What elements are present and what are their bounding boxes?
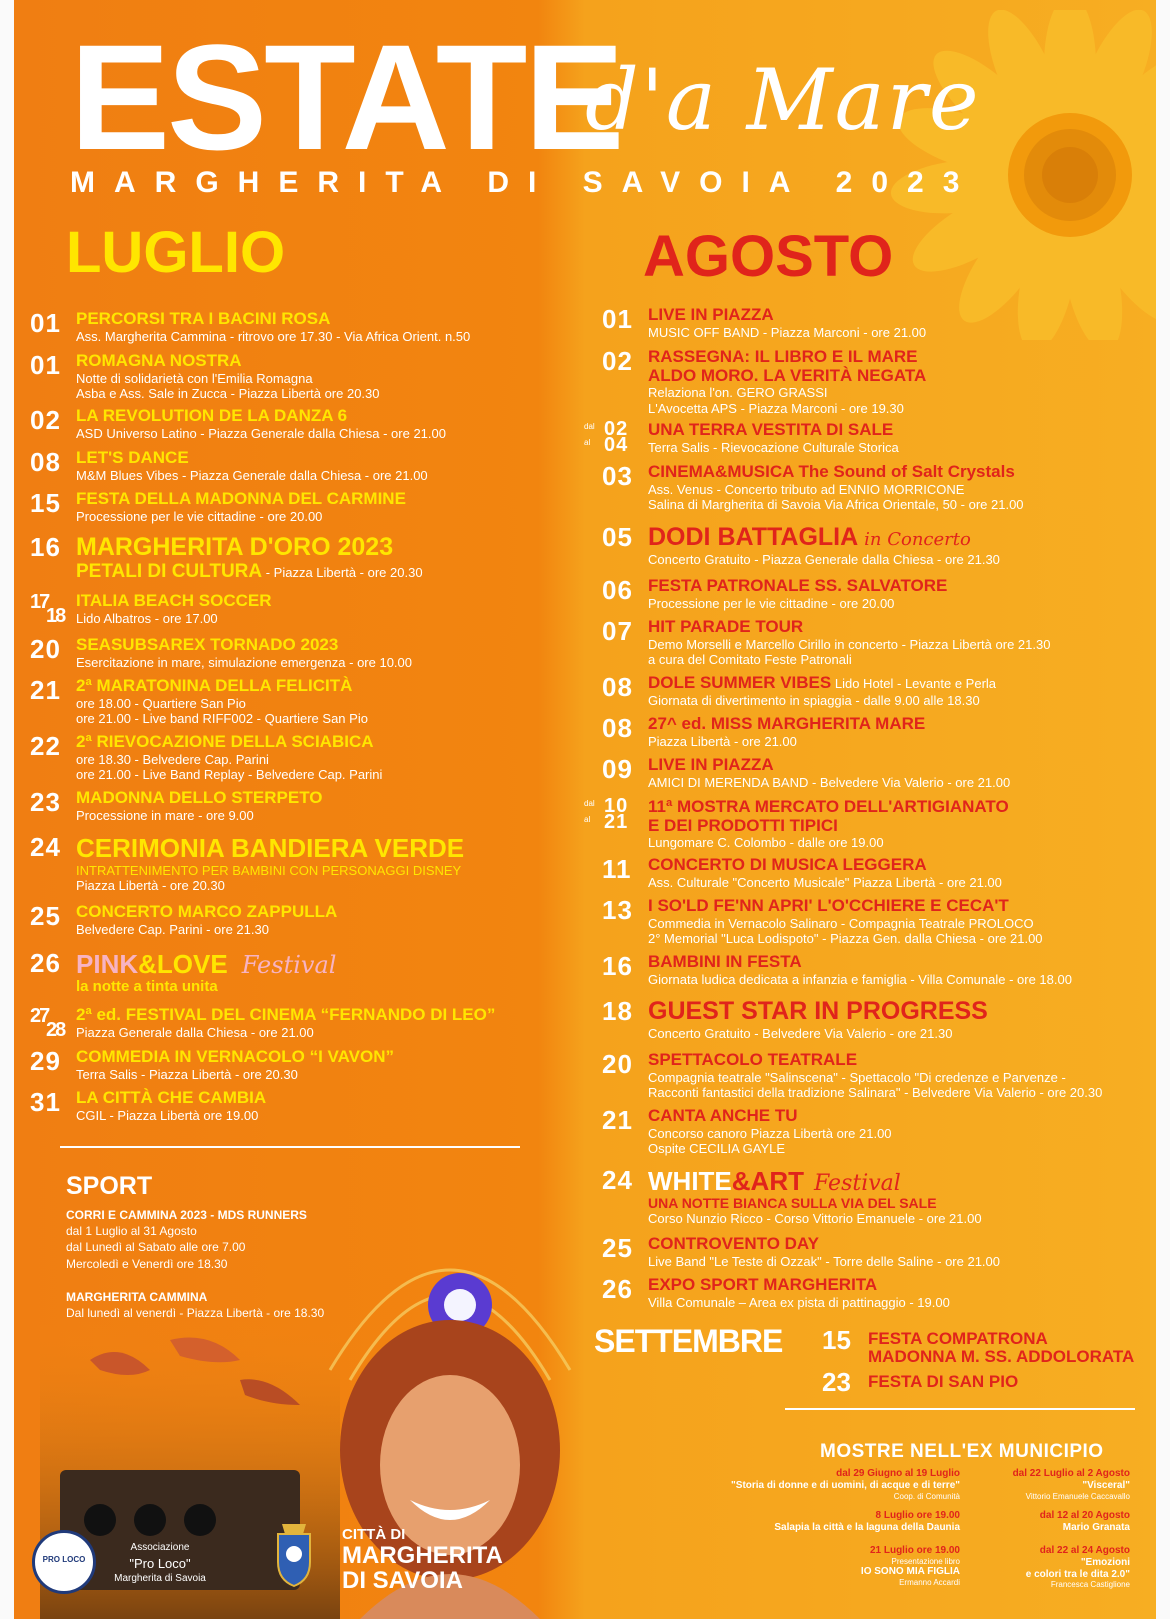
- event-detail: ore 18.00 - Quartiere San Pio: [76, 695, 246, 711]
- event-day: 27: [30, 1005, 49, 1027]
- event-detail: Corso Nunzio Ricco - Corso Vittorio Emanuele - ore 21.00: [648, 1211, 982, 1227]
- event-title: LA REVOLUTION DE LA DANZA 6: [76, 406, 348, 425]
- event-day: 16: [30, 532, 61, 562]
- proloco-city: Margherita di Savoia: [114, 1573, 206, 1585]
- event-title: GUEST STAR IN PROGRESS: [648, 997, 988, 1025]
- exhibition-title: "Visceral": [1082, 1479, 1130, 1491]
- event-body: [868, 1330, 1134, 1366]
- exhibition-date: dal 12 al 20 Agosto: [1039, 1510, 1130, 1521]
- event-title: 2ª MARATONINA DELLA FELICITÀ: [76, 676, 353, 695]
- event-detail: L'Avocetta APS - Piazza Marconi - ore 19.30: [648, 400, 904, 416]
- exhibition-author: Vittorio Emanuele Caccavallo: [1025, 1491, 1130, 1501]
- event-detail: Processione per le vie cittadine - ore 20.00: [76, 508, 323, 524]
- event-subtitle: PETALI DI CULTURA: [76, 560, 263, 582]
- event-day: 08: [602, 672, 633, 702]
- event-detail: Piazza Generale dalla Chiesa - ore 21.00: [76, 1024, 314, 1040]
- event-day-end: 21: [604, 811, 629, 833]
- event-title: CONCERTO MARCO ZAPPULLA: [76, 902, 338, 921]
- exhibition-item: [620, 1468, 960, 1501]
- city-prefix: CITTÀ DI: [342, 1526, 406, 1543]
- month-heading-settembre: SETTEMBRE: [594, 1323, 783, 1359]
- proloco-logo: [32, 1530, 96, 1594]
- event-day: 02: [30, 405, 61, 435]
- event-detail: Notte di solidarietà con l'Emilia Romagna: [76, 370, 313, 386]
- sport-detail: Mercoledì e Venerdì ore 18.30: [66, 1256, 228, 1271]
- event-title: FESTA DI SAN PIO: [868, 1372, 1019, 1391]
- sport-title: MARGHERITA CAMMINA: [66, 1290, 208, 1304]
- event-day: 13: [602, 895, 633, 925]
- event-title: ROMAGNA NOSTRA: [76, 351, 242, 370]
- event-day: 11: [602, 854, 632, 884]
- event-title: 27^ ed. MISS MARGHERITA MARE: [648, 714, 926, 733]
- event-day: 08: [30, 447, 61, 477]
- event-range-to: al: [584, 815, 591, 824]
- event-title: DODI BATTAGLIA: [648, 523, 859, 551]
- exhibition-title: "Storia di donne e di uomini, di acque e di terre": [731, 1479, 960, 1491]
- exhibition-title-cont: e colori tra le dita 2.0": [1025, 1568, 1130, 1580]
- event-detail: Demo Morselli e Marcello Cirillo in concerto - Piazza Libertà ore 21.30: [648, 636, 1051, 652]
- event-title: MADONNA DELLO STERPETO: [76, 788, 323, 807]
- event-title: CERIMONIA BANDIERA VERDE: [76, 833, 465, 863]
- event-day: 06: [602, 575, 633, 605]
- event-day: 01: [30, 350, 61, 380]
- exhibition-item: [620, 1545, 960, 1587]
- proloco-name: "Pro Loco": [129, 1555, 191, 1571]
- event-detail: ore 21.00 - Live band RIFF002 - Quartiere San Pio: [76, 711, 368, 727]
- divider: [60, 1146, 520, 1148]
- event-title: EXPO SPORT MARGHERITA: [648, 1275, 878, 1294]
- sport-heading: SPORT: [66, 1172, 153, 1200]
- event-range-from: dal: [584, 422, 595, 431]
- event-detail: Ass. Venus - Concerto tributo ad ENNIO MORRICONE: [648, 481, 965, 497]
- sport-detail: Dal lunedì al venerdì - Piazza Libertà - ore 18.30: [66, 1306, 325, 1321]
- event-day: 10: [604, 795, 629, 817]
- exhibition-title: "Emozioni: [1080, 1556, 1130, 1568]
- event-day: 24: [602, 1165, 633, 1195]
- event-detail: a cura del Comitato Feste Patronali: [648, 652, 852, 668]
- event-range-to: al: [584, 438, 591, 447]
- event-detail: Piazza Libertà - ore 21.00: [648, 733, 797, 749]
- event-day: 01: [602, 304, 633, 334]
- sport-title: CORRI E CAMMINA 2023 - MDS RUNNERS: [66, 1208, 307, 1222]
- event-title: CONCERTO DI MUSICA LEGGERA: [648, 855, 927, 874]
- event-title: LA CITTÀ CHE CAMBIA: [76, 1088, 267, 1107]
- exhibition-title: Salapia la città e la laguna della Daunia: [774, 1521, 960, 1533]
- event-detail: Lido Hotel - Levante e Perla: [831, 676, 997, 691]
- event-title: FESTA COMPATRONA: [868, 1329, 1048, 1348]
- event-day: 18: [602, 996, 633, 1026]
- month-heading-agosto: AGOSTO: [643, 224, 894, 289]
- event-title: SEASUBSAREX TORNADO 2023: [76, 635, 339, 654]
- event-day: 08: [602, 713, 633, 743]
- event-detail: Ass. Margherita Cammina - ritrovo ore 17.30 - Via Africa Orient. n.50: [76, 328, 471, 344]
- event-day-end: 18: [46, 605, 65, 627]
- event-day: 07: [602, 616, 633, 646]
- event-title: FESTA PATRONALE SS. SALVATORE: [648, 576, 948, 595]
- exhibition-date: dal 22 al 24 Agosto: [1039, 1545, 1130, 1556]
- exhibition-author: Francesca Castiglione: [1050, 1580, 1130, 1590]
- event-day-end: 04: [604, 434, 629, 456]
- event-day: 03: [602, 461, 633, 491]
- event-day: 26: [602, 1274, 633, 1304]
- event-title: 2ª RIEVOCAZIONE DELLA SCIABICA: [76, 732, 374, 751]
- event-detail: AMICI DI MERENDA BAND - Belvedere Via Valerio - ore 21.00: [648, 774, 1011, 790]
- event-detail: Belvedere Cap. Parini - ore 21.30: [76, 921, 269, 937]
- event-detail: Lido Albatros - ore 17.00: [76, 610, 218, 626]
- event-day: 23: [822, 1367, 851, 1397]
- event-detail: Salina di Margherita di Savoia Via Africa Orientale, 50 - ore 21.00: [648, 497, 1024, 513]
- event-title: FESTA DELLA MADONNA DEL CARMINE: [76, 489, 406, 508]
- event-day: 23: [30, 787, 61, 817]
- event-day: 26: [30, 948, 61, 978]
- exhibition-date: dal 22 Luglio al 2 Agosto: [1012, 1468, 1130, 1479]
- event-day: 21: [30, 675, 61, 705]
- event-title: LIVE IN PIAZZA: [648, 755, 774, 774]
- event-day: 31: [30, 1087, 61, 1117]
- event-day: 24: [30, 832, 61, 862]
- event-detail: Terra Salis - Rievocazione Culturale Storica: [648, 439, 899, 455]
- event-subtitle: UNA NOTTE BIANCA SULLA VIA DEL SALE: [648, 1195, 937, 1211]
- month-heading-luglio: LUGLIO: [66, 220, 286, 285]
- event-day: 02: [604, 418, 629, 440]
- city-name-line1: MARGHERITA: [342, 1542, 503, 1569]
- event-detail: Terra Salis - Piazza Libertà - ore 20.30: [76, 1066, 298, 1082]
- event-day: 17: [30, 591, 49, 613]
- event-detail: - Piazza Libertà - ore 20.30: [262, 564, 423, 580]
- event-day: 20: [30, 634, 61, 664]
- event-title: SPETTACOLO TEATRALE: [648, 1050, 858, 1069]
- event-script-label: Festival: [813, 1171, 901, 1196]
- event-day: 21: [602, 1105, 633, 1135]
- event-day: 15: [30, 488, 61, 518]
- event-day: 25: [30, 901, 61, 931]
- event-detail: Concerto Gratuito - Piazza Generale dalla Chiesa - ore 21.30: [648, 551, 1000, 567]
- exhibition-item: [960, 1510, 1130, 1534]
- event-detail: Commedia in Vernacolo Salinaro - Compagnia Teatrale PROLOCO: [648, 915, 1034, 931]
- exhibition-date: 21 Luglio ore 19.00: [869, 1545, 960, 1556]
- event-title: BAMBINI IN FESTA: [648, 952, 802, 971]
- event-title: DOLE SUMMER VIBES: [648, 673, 832, 692]
- poster-title-script: d'a Mare: [585, 51, 981, 149]
- event-day: 20: [602, 1049, 633, 1079]
- event-title: CANTA ANCHE TU: [648, 1106, 798, 1125]
- exhibition-note: Presentazione libro: [891, 1556, 960, 1566]
- poster-title: ESTATE: [70, 13, 622, 181]
- event-title-part: &LOVE: [138, 949, 228, 979]
- event-day: 22: [30, 731, 61, 761]
- event-detail: M&M Blues Vibes - Piazza Generale dalla Chiesa - ore 21.00: [76, 467, 428, 483]
- poster-subtitle: MARGHERITA DI SAVOIA 2023: [70, 166, 979, 199]
- event-title: 11ª MOSTRA MERCATO DELL'ARTIGIANATO: [648, 797, 1009, 816]
- event-title: CINEMA&MUSICA The Sound of Salt Crystals: [648, 462, 1015, 481]
- event-subtitle: MADONNA M. SS. ADDOLORATA: [868, 1346, 1135, 1366]
- event-detail: INTRATTENIMENTO PER BAMBINI CON PERSONAGGI DISNEY: [76, 862, 462, 878]
- event-title-part: WHITE: [648, 1166, 732, 1196]
- event-title: LET'S DANCE: [76, 448, 189, 467]
- event-title: HIT PARADE TOUR: [648, 617, 804, 636]
- event-title: ITALIA BEACH SOCCER: [76, 591, 272, 610]
- event-detail: Giornata ludica dedicata a infanzia e famiglia - Villa Comunale - ore 18.00: [648, 971, 1072, 987]
- mostre-heading: MOSTRE NELL'EX MUNICIPIO: [820, 1441, 1104, 1462]
- event-subtitle: ALDO MORO. LA VERITÀ NEGATA: [648, 365, 927, 385]
- event-day: 15: [822, 1325, 851, 1355]
- proloco-logo-text: PRO LOCO: [42, 1555, 86, 1564]
- event-day: 29: [30, 1046, 61, 1076]
- proloco-credit: [100, 1541, 220, 1586]
- event-title: RASSEGNA: IL LIBRO E IL MARE: [648, 347, 918, 366]
- event-script-label: Festival: [241, 951, 337, 979]
- event-title: COMMEDIA IN VERNACOLO “I VAVON”: [76, 1047, 394, 1066]
- event-range-from: dal: [584, 799, 595, 808]
- exhibition-item: [620, 1510, 960, 1534]
- event-detail: Asba e Ass. Sale in Zucca - Piazza Libertà ore 20.30: [76, 386, 380, 402]
- event-detail: Live Band "Le Teste di Ozzak" - Torre delle Saline - ore 21.00: [648, 1253, 1001, 1269]
- exhibition-title: Mario Granata: [1062, 1521, 1130, 1533]
- sport-detail: dal Lunedì al Sabato alle ore 7.00: [66, 1240, 246, 1255]
- event-subtitle: la notte a tinta unita: [76, 978, 218, 995]
- event-day: 09: [602, 754, 633, 784]
- event-title: CONTROVENTO DAY: [648, 1234, 819, 1253]
- event-detail: Esercitazione in mare, simulazione emergenza - ore 10.00: [76, 654, 413, 670]
- event-detail: Racconti fantastici della tradizione Salinara" - Belvedere Via Valerio - ore 20.30: [648, 1085, 1103, 1101]
- event-title-part: &ART: [731, 1166, 804, 1196]
- exhibition-author: Ermanno Accardi: [899, 1578, 960, 1588]
- event-detail: Lungomare C. Colombo - dalle ore 19.00: [648, 835, 884, 851]
- sport-item: [66, 1289, 324, 1321]
- event-day: 25: [602, 1233, 633, 1263]
- sport-detail: dal 1 Luglio al 31 Agosto: [66, 1224, 197, 1239]
- event-detail: Ass. Culturale "Concerto Musicale" Piazza Libertà - ore 21.00: [648, 874, 1002, 890]
- event-detail: Processione in mare - ore 9.00: [76, 807, 254, 823]
- event-day-end: 28: [46, 1019, 65, 1041]
- city-name-line2: DI SAVOIA: [342, 1567, 463, 1595]
- event-detail: ore 21.00 - Live Band Replay - Belvedere Cap. Parini: [76, 767, 383, 783]
- city-crest-icon: [272, 1520, 316, 1588]
- event-day: 01: [30, 308, 61, 338]
- event-detail: Piazza Libertà - ore 20.30: [76, 877, 225, 893]
- event-day: 16: [602, 951, 633, 981]
- event-title: MARGHERITA D'ORO 2023: [76, 533, 394, 561]
- event-detail: 2° Memorial "Luca Lodispoto" - Piazza Gen. dalla Chiesa - ore 21.00: [648, 931, 1043, 947]
- event-detail: Processione per le vie cittadine - ore 20.00: [648, 595, 895, 611]
- event-detail: MUSIC OFF BAND - Piazza Marconi - ore 21.00: [648, 324, 927, 340]
- sport-item: [66, 1207, 307, 1272]
- exhibition-author: Coop. di Comunità: [893, 1491, 960, 1501]
- event-detail: ASD Universo Latino - Piazza Generale dalla Chiesa - ore 21.00: [76, 425, 446, 441]
- city-credit: [342, 1526, 503, 1593]
- event-title: LIVE IN PIAZZA: [648, 305, 774, 324]
- exhibition-date: dal 29 Giugno al 19 Luglio: [836, 1468, 960, 1479]
- event-script-label: in Concerto: [864, 529, 971, 550]
- event-title: 2ª ed. FESTIVAL DEL CINEMA “FERNANDO DI LEO”: [76, 1005, 496, 1024]
- event-detail: Concerto Gratuito - Belvedere Via Valerio - ore 21.30: [648, 1025, 953, 1041]
- event-detail: Relaziona l'on. GERO GRASSI: [648, 385, 828, 401]
- event-detail: CGIL - Piazza Libertà ore 19.00: [76, 1107, 259, 1123]
- event-title: PERCORSI TRA I BACINI ROSA: [76, 309, 331, 328]
- event-detail: Giornata di divertimento in spiaggia - dalle 9.00 alle 18.30: [648, 693, 980, 708]
- proloco-assoc: Associazione: [130, 1542, 190, 1553]
- event-day: 05: [602, 522, 633, 552]
- exhibition-title: IO SONO MIA FIGLIA: [860, 1566, 960, 1578]
- event-title-part: PINK: [76, 949, 139, 979]
- exhibition-item: [960, 1545, 1130, 1590]
- divider: [785, 1408, 1135, 1410]
- exhibition-date: 8 Luglio ore 19.00: [875, 1510, 960, 1521]
- exhibition-item: [960, 1468, 1130, 1501]
- event-item: [822, 1327, 851, 1353]
- event-detail: Compagnia teatrale "Salinscena" - Spettacolo "Di credenze e Parvenze -: [648, 1069, 1066, 1085]
- event-subtitle: E DEI PRODOTTI TIPICI: [648, 815, 838, 835]
- event-detail: Ospite CECILIA GAYLE: [648, 1141, 786, 1157]
- event-title: UNA TERRA VESTITA DI SALE: [648, 420, 894, 439]
- event-day: 02: [602, 346, 633, 376]
- event-detail: Concorso canoro Piazza Libertà ore 21.00: [648, 1125, 892, 1141]
- event-detail: Villa Comunale – Area ex pista di pattinaggio - 19.00: [648, 1294, 950, 1310]
- event-detail: ore 18.30 - Belvedere Cap. Parini: [76, 751, 269, 767]
- event-title: I SO'LD FE'NN APRI' L'O'CCHIERE E CECA'T: [648, 896, 1009, 915]
- event-item: [822, 1369, 851, 1395]
